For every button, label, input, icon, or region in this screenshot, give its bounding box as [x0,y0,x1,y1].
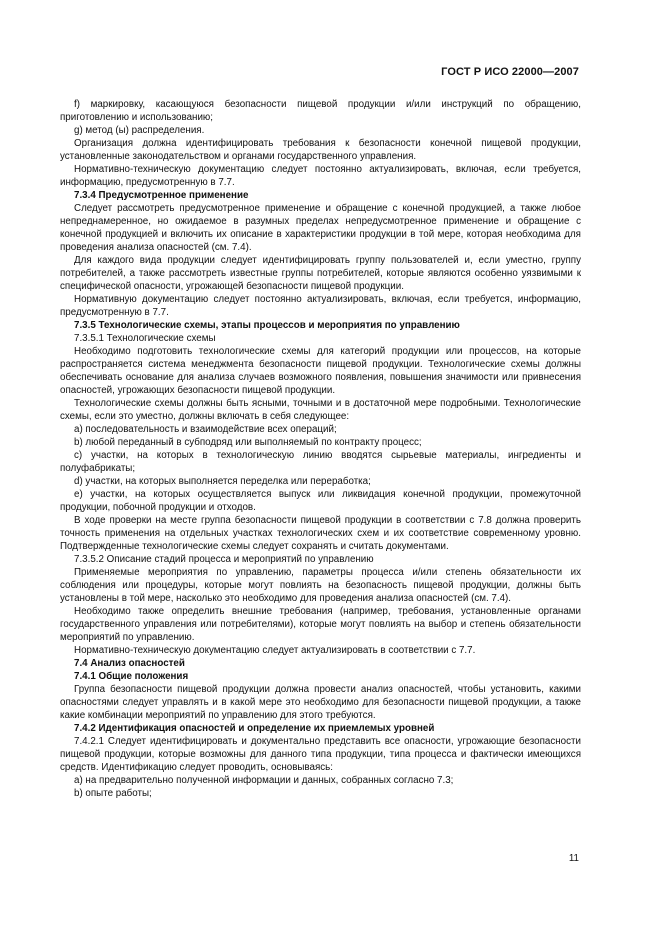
subsection-heading: 7.3.5.1 Технологические схемы [74,333,216,344]
paragraph: Применяемые мероприятия по управлению, параметры процесса и/или степень обязательности их соблюдения или процедуры, которые могут повлиять на безопасность пищевой продукции, должны быть установлены в той мере, насколько это необходимо для проведения анализа опасностей (см. 7.4). [60,567,581,604]
paragraph: Нормативно-техническую документацию следует постоянно актуализировать, включая, если требуется, информацию, предусмотренную в 7.7. [60,164,581,188]
paragraph: c) участки, на которых в технологическую линию вводятся сырьевые материалы, ингредиенты и полуфабрикаты; [60,450,581,474]
paragraph: Технологические схемы должны быть ясными, точными и в достаточной мере подробными. Технологические схемы, если это уместно, должны включать в себя следующее: [60,398,581,422]
document-header: ГОСТ Р ИСО 22000—2007 [441,66,579,78]
section-heading: 7.3.5 Технологические схемы, этапы процессов и мероприятия по управлению [74,320,460,331]
page-number: 11 [568,853,579,864]
paragraph: f) маркировку, касающуюся безопасности пищевой продукции и/или инструкций по обращению, приготовлению и использованию; [60,99,581,123]
document-body [60,98,581,800]
section-heading: 7.3.4 Предусмотренное применение [74,190,249,201]
paragraph: Необходимо подготовить технологические схемы для категорий продукции или процессов, на которые распространяется система менеджмента безопасности пищевой продукции. Технологические схемы должны обеспечивать основание для анализа случаев возможного появления, повышения значимости или привнесения опасностей, угрожающих безопасности пищевой продукции. [60,346,581,396]
paragraph: Нормативную документацию следует постоянно актуализировать, включая, если требуется, информацию, предусмотренную в 7.7. [60,294,581,318]
paragraph: g) метод (ы) распределения. [74,125,205,136]
section-heading: 7.4.2 Идентификация опасностей и определение их приемлемых уровней [74,723,435,734]
paragraph: Следует рассмотреть предусмотренное применение и обращение с конечной продукцией, а также любое непреднамеренное, но ожидаемое в разумных пределах непредусмотренное применение и обращение с конечной продукцией и включить их описание в характеристики продукции в той мере, которая необходима для проведения анализа опасностей (см. 7.4). [60,203,581,253]
paragraph: Группа безопасности пищевой продукции должна провести анализ опасностей, чтобы установить, какими опасностями следует управлять и в какой мере это необходимо для безопасности пищевой продукции, а также какие комбинации мероприятий по управлению для этого требуются. [60,684,581,721]
paragraph: a) на предварительно полученной информации и данных, собранных согласно 7.3; [74,775,454,786]
paragraph: В ходе проверки на месте группа безопасности пищевой продукции в соответствии с 7.8 должна проверить точность применения на отдельных участках технологических схем и их соответствие современному уровню. Подтвержденные технологические схемы следует сохранять и считать документами. [60,515,581,552]
paragraph: e) участки, на которых осуществляется выпуск или ликвидация конечной продукции, промежуточной продукции, побочной продукции и отходов. [60,489,581,513]
paragraph: Необходимо также определить внешние требования (например, требования, установленные органами государственного управления или потребителями), которые могут повлиять на выбор и степень обязательности мероприятий по управлению. [60,606,581,643]
paragraph: b) любой переданный в субподряд или выполняемый по контракту процесс; [74,437,422,448]
paragraph: b) опыте работы; [74,788,152,799]
section-heading: 7.4.1 Общие положения [74,671,189,682]
paragraph: Нормативно-техническую документацию следует актуализировать в соответствии с 7.7. [74,645,476,656]
paragraph: Организация должна идентифицировать требования к безопасности конечной пищевой продукции, установленные законодательством и органами государственного управления. [60,138,581,162]
paragraph: a) последовательность и взаимодействие всех операций; [74,424,337,435]
paragraph: d) участки, на которых выполняется переделка или переработка; [74,476,371,487]
paragraph: Для каждого вида продукции следует идентифицировать группу пользователей и, если уместно, группу потребителей, а также рассмотреть известные группы потребителей, которые являются особенно уязвимыми к специфической опасности, угрожающей безопасности пищевой продукции. [60,255,581,292]
section-heading: 7.4 Анализ опасностей [74,658,185,669]
paragraph: 7.4.2.1 Следует идентифицировать и документально представить все опасности, угрожающие безопасности пищевой продукции, которые возможны для данного типа продукции, типа процесса и фактически имеющихся средств. Идентификацию следует проводить, основываясь: [60,736,581,773]
subsection-heading: 7.3.5.2 Описание стадий процесса и мероприятий по управлению [74,554,374,565]
